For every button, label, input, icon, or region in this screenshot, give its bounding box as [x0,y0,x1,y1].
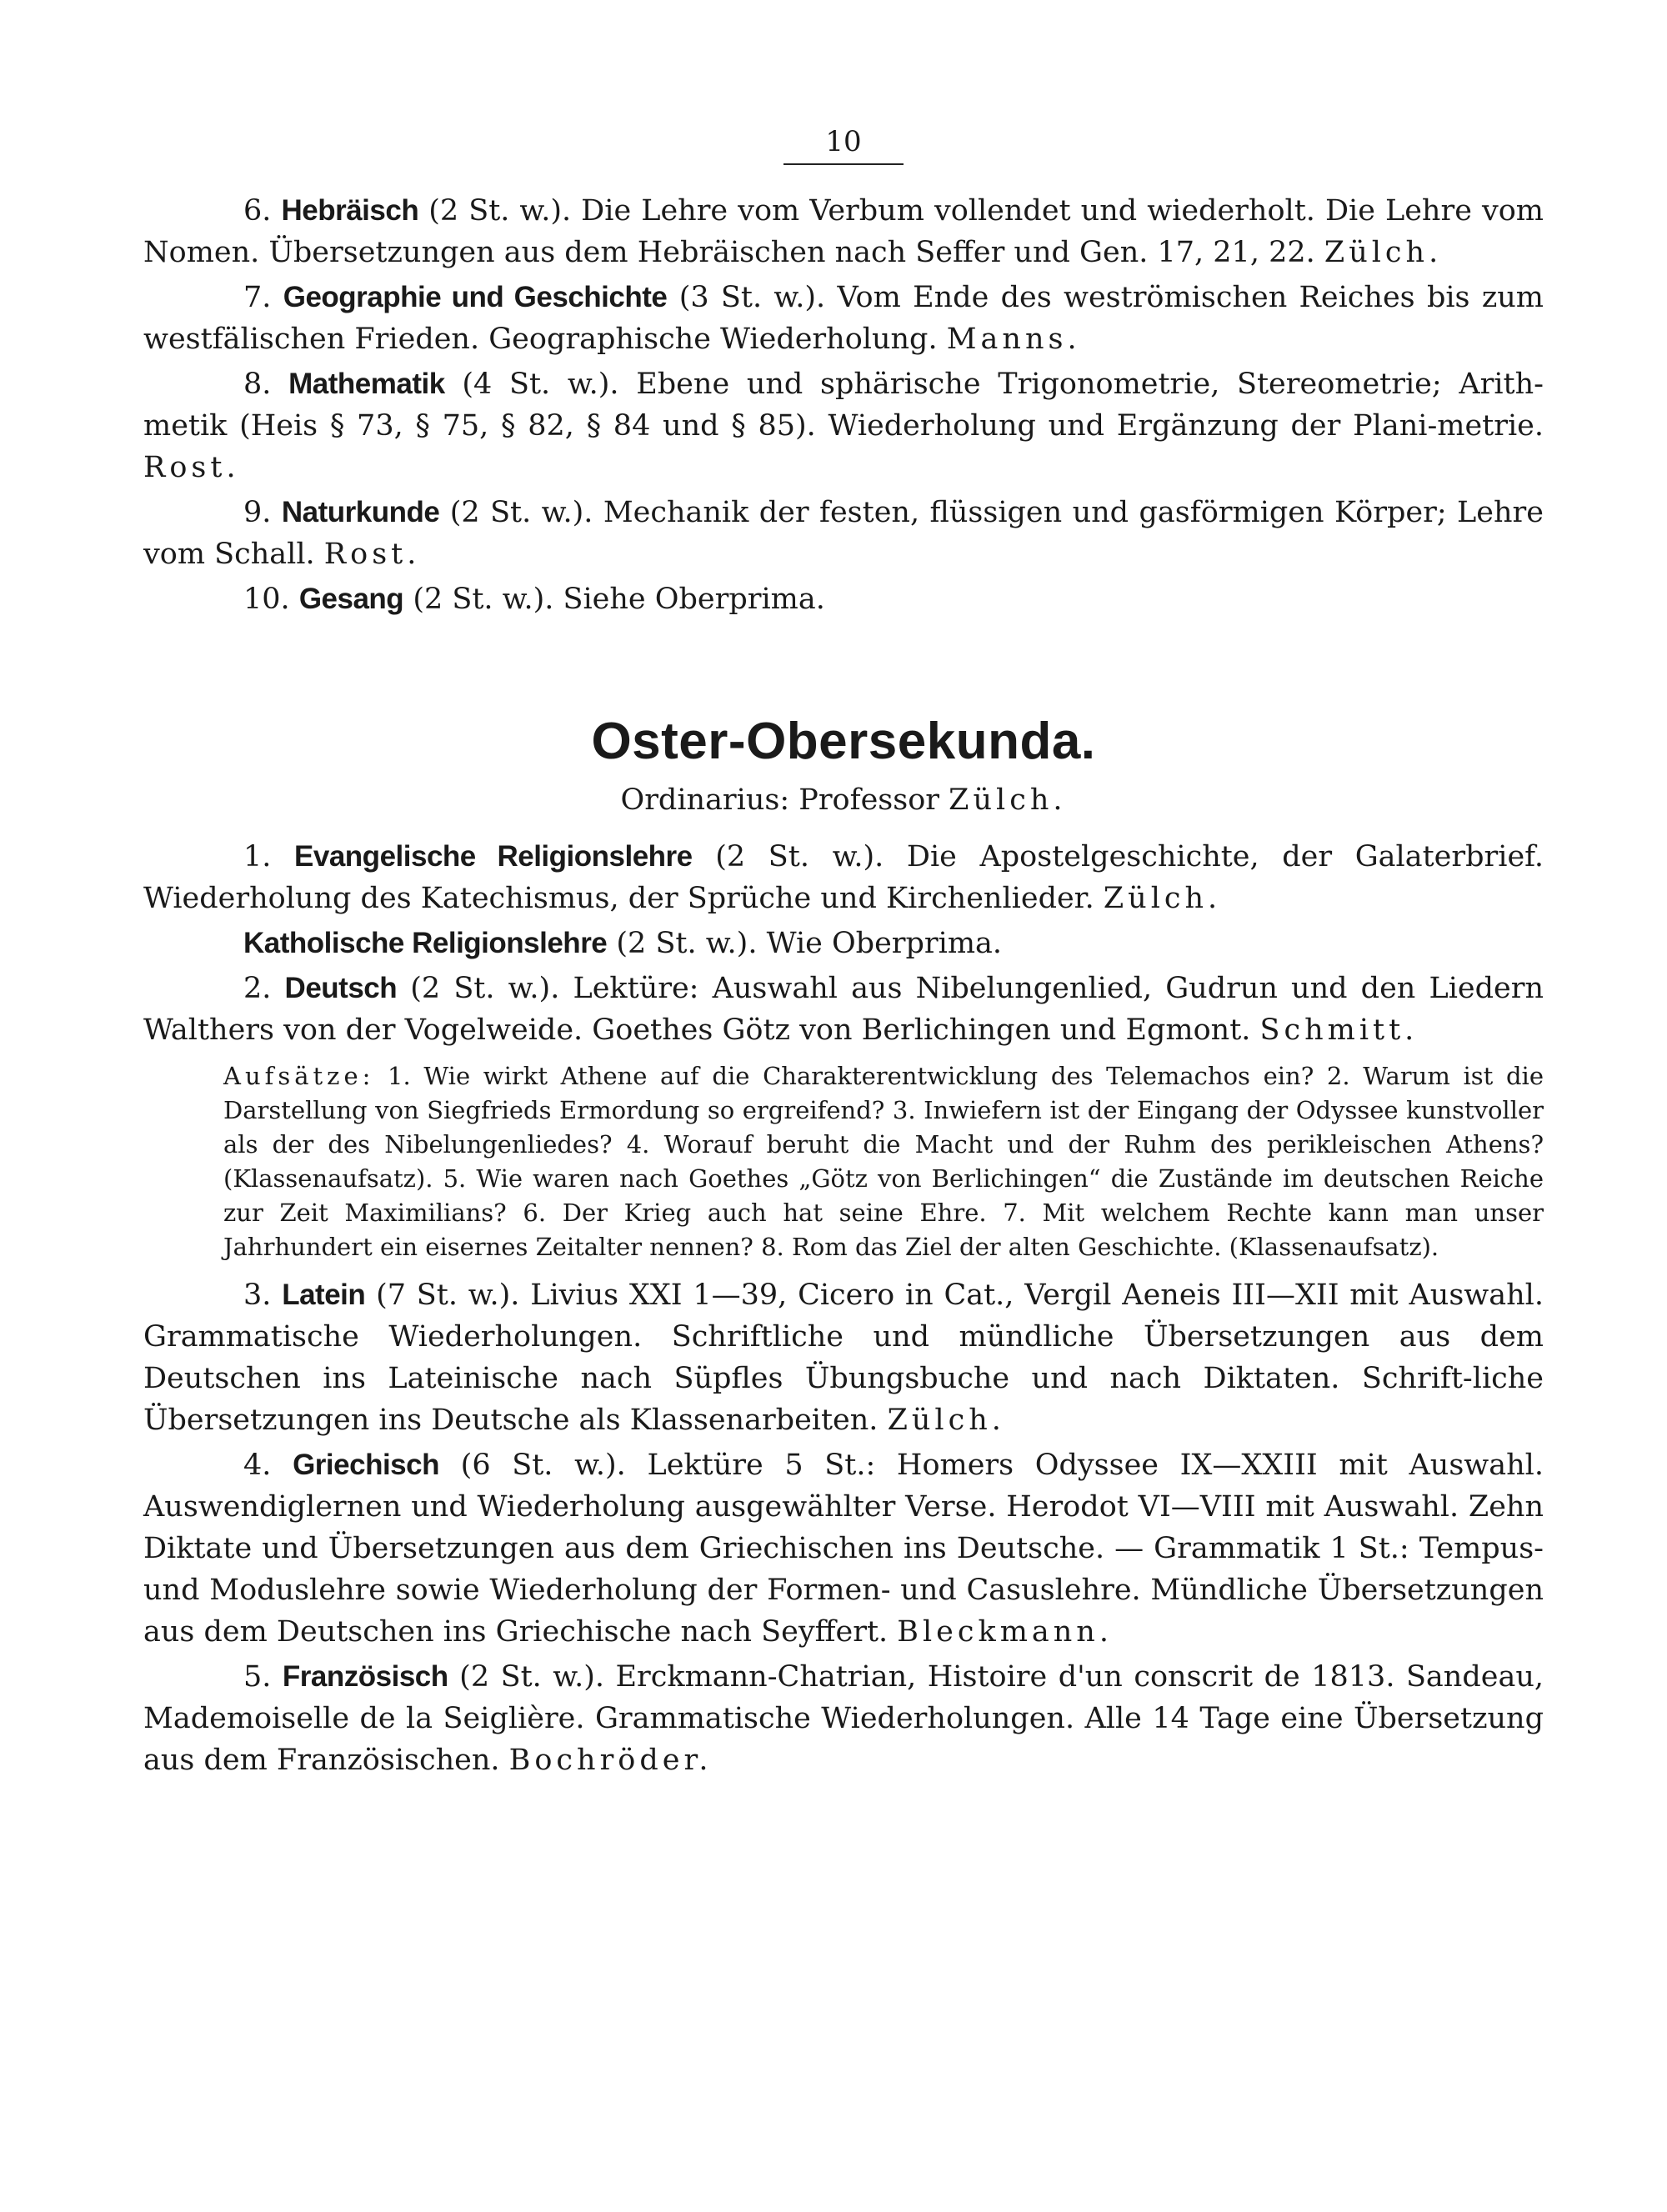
teacher-name: Manns. [946,323,1081,356]
entry-katholische-religionslehre: Katholische Religionslehre (2 St. w.). Wie Oberprima. [243,927,1003,960]
subject-heading: Griechisch [293,1449,439,1481]
teacher-name: Zülch. [887,1404,1005,1437]
teacher-name: Zülch. [1103,882,1222,915]
document-page [143,125,1544,1784]
entry-griechisch: 4. Griechisch (6 St. w.). Lektüre 5 St.: Homers Odyssee IX—XXIII mit Auswahl. Auswendiglernen und Wiederholung ausgewählter Verse. Herodot VI—VIII mit Auswahl. Zehn Diktate und Übersetzungen aus dem Griechischen ins Deutsche. — Grammatik 1 St.: Tempus- und Moduslehre sowie Wiederholung der Formen- und Casuslehre. Mündliche Übersetzungen aus dem Deutschen ins Griechische nach Seyffert. Bleckmann. [143,1449,1544,1649]
page-number: 10 [143,125,1544,165]
teacher-name: Zülch. [949,783,1067,817]
subject-heading: Französisch [282,1660,448,1693]
entry-latein: 3. Latein (7 St. w.). Livius XXI 1—39, Cicero in Cat., Vergil Aeneis III—XII mit Auswahl. Grammatische Wiederholungen. Schriftliche und mündliche Übersetzungen aus dem Deutschen ins Lateinische nach Süpfles Übungsbuche und nach Diktaten. Schrift-liche Übersetzungen ins Deutsche als Klassenarbeiten. Zülch. [143,1279,1544,1437]
subject-heading: Geographie und Geschichte [283,281,668,313]
subject-heading: Hebräisch [281,194,419,227]
subject-heading: Evangelische Religionslehre [294,840,693,873]
teacher-name: Rost. [143,451,240,484]
entry-mathematik: 8. Mathematik (4 St. w.). Ebene und sphärische Trigonometrie, Stereometrie; Arith-metik (Heis § 73, § 75, § 82, § 84 und § 85). Wiederholung und Ergänzung der Plani-metrie. Rost. [143,368,1544,484]
teacher-name: Zülch. [1324,236,1443,269]
teacher-name: Rost. [323,538,421,571]
entry-evangelische-religionslehre: 1. Evangelische Religionslehre (2 St. w.). Die Apostelgeschichte, der Galaterbrief. Wiederholung des Katechismus, der Sprüche und Kirchenlieder. Zülch. [143,840,1544,915]
entry-deutsch: 2. Deutsch (2 St. w.). Lektüre: Auswahl aus Nibelungenlied, Gudrun und den Liedern Walthers von der Vogelweide. Goethes Götz von Berlichingen und Egmont. Schmitt. [143,972,1544,1047]
teacher-name: Bochröder. [508,1744,713,1777]
entry-gesang: 10. Gesang (2 St. w.). Siehe Oberprima. [243,583,825,616]
entry-franzoesisch: 5. Französisch (2 St. w.). Erckmann-Chatrian, Histoire d'un conscrit de 1813. Sandeau, Mademoiselle de la Seiglière. Grammatische Wiederholungen. Alle 14 Tage eine Übersetzung aus dem Französischen. Bochröder. [143,1660,1544,1777]
entry-naturkunde: 9. Naturkunde (2 St. w.). Mechanik der festen, flüssigen und gasförmigen Körper; Lehre vom Schall. Rost. [143,496,1544,571]
subject-heading: Naturkunde [281,496,440,528]
essays-label: Aufsätze: [223,1062,375,1090]
subject-heading: Deutsch [284,972,398,1004]
subject-heading: Latein [282,1279,366,1311]
essay-topics: Aufsätze: 1. Wie wirkt Athene auf die Charakterentwicklung des Telemachos ein? 2. Warum ist die Darstellung von Siegfrieds Ermordung so ergreifend? 3. Inwiefern ist der Eingang der Odyssee kunstvoller als der des Nibelungenliedes? 4. Worauf beruht die Macht und der Ruhm des perikleischen Athens? (Klassenaufsatz). 5. Wie waren nach Goethes „Götz von Berlichingen“ die Zustände im deutschen Reiche zur Zeit Maximilians? 6. Der Krieg auch hat seine Ehre. 7. Mit welchem Rechte kann man unser Jahrhundert ein eisernes Zeitalter nennen? 8. Rom das Ziel der alten Geschichte. (Klassenaufsatz). [223,1062,1544,1261]
ordinarius-line: Ordinarius: Professor Zülch. [620,783,1067,817]
section-title: Oster-Obersekunda. [591,713,1096,770]
teacher-name: Bleckmann. [897,1615,1113,1649]
subject-heading: Mathematik [288,368,445,400]
entry-hebraeisch: 6. Hebräisch (2 St. w.). Die Lehre vom Verbum vollendet und wiederholt. Die Lehre vom Nomen. Übersetzungen aus dem Hebräischen nach Seffer und Gen. 17, 21, 22. Zülch. [143,194,1544,269]
subject-heading: Gesang [298,583,404,615]
teacher-name: Schmitt. [1259,1013,1419,1047]
entry-geographie: 7. Geographie und Geschichte (3 St. w.). Vom Ende des weströmischen Reiches bis zum westfälischen Frieden. Geographische Wiederholung. Manns. [143,281,1544,356]
subject-heading: Katholische Religionslehre [243,927,608,959]
